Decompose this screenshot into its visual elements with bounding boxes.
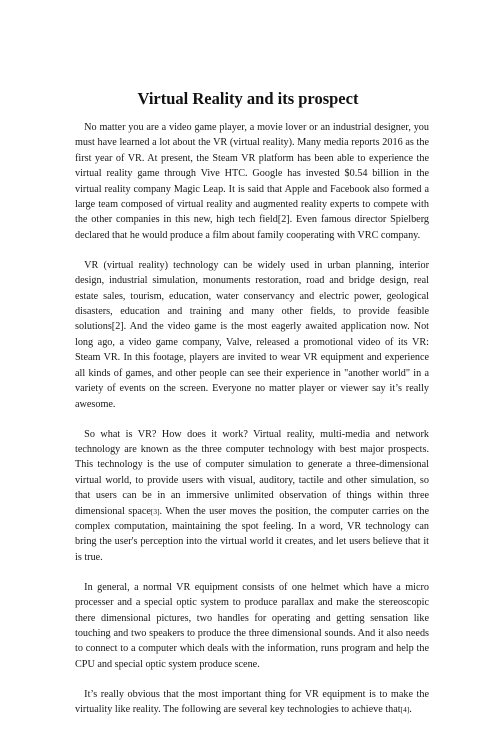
paragraph-3-text-end: . When the user moves the position, the computer carries on the complex computation, maintaining the spot feeling. In a word, VR technology can bring the user's perception into the virtual world it creates, and let users believe that it is true. (75, 505, 429, 563)
paragraph-5 (75, 687, 429, 718)
document-title: Virtual Reality and its prospect (137, 89, 359, 108)
citation-3: [3] (150, 506, 160, 516)
paragraph-2: VR (virtual reality) technology can be widely used in urban planning, interior design, industrial simulation, monuments restoration, road and bridge design, real estate sales, tourism, education, water conservancy and electric power, geological disasters, education and training and many other fields, to provide feasible solutions[2]. And the video game is the most eagerly awaited application now. Not long ago, a video game company, Valve, released a promotional video of its VR: Steam VR. In this footage, players are invited to wear VR equipment and experience all kinds of games, and other people can see their experience in "another world" in a variety of events on the screen. Everyone no matter player or viewer say it’s really awesome. (75, 259, 429, 410)
paragraph-1: No matter you are a video game player, a movie lover or an industrial designer, you must have learned a lot about the VR (virtual reality). Many media reports 2016 as the first year of VR. At present, the Steam VR platform has been able to experience the virtual reality game through Vive HTC. Google has invested $0.54 billion in the virtual reality company Magic Leap. It is said that Apple and Facebook also formed a large team composed of virtual reality and augmented reality experts to compete with the other companies in this new, high tech field[2]. Even famous director Spielberg declared that he would produce a film about family cooperating with VRC company. (75, 122, 429, 241)
paragraph-5-text-end: . (409, 704, 412, 716)
paragraph-4: In general, a normal VR equipment consists of one helmet which have a micro processer and a special optic system to produce parallax and make the stereoscopic there dimensional pictures, two handles for operating and getting sensation like touching and two speakers to produce the three dimensional sounds. And it also needs to connect to a computer which deals with the information, runs program and help the CPU and special optic system produce scene. (75, 581, 429, 670)
paragraph-3-text-start: So what is VR? How does it work? Virtual reality, multi-media and network technology are known as the three computer technology with best major prospects. This technology is the use of computer simulation to generate a three-dimensional virtual world, to provide users with visual, auditory, tactile and other simulation, so that users can be in an immersive unlimited observation of things within three dimensional space (75, 428, 429, 517)
document-body (75, 120, 429, 732)
citation-4: [4] (400, 705, 410, 715)
paragraph-3 (75, 427, 429, 566)
paragraph-5-text-start: It’s really obvious that the most important thing for VR equipment is to make the virtuality like reality. The following are several key technologies to achieve that (75, 688, 429, 716)
